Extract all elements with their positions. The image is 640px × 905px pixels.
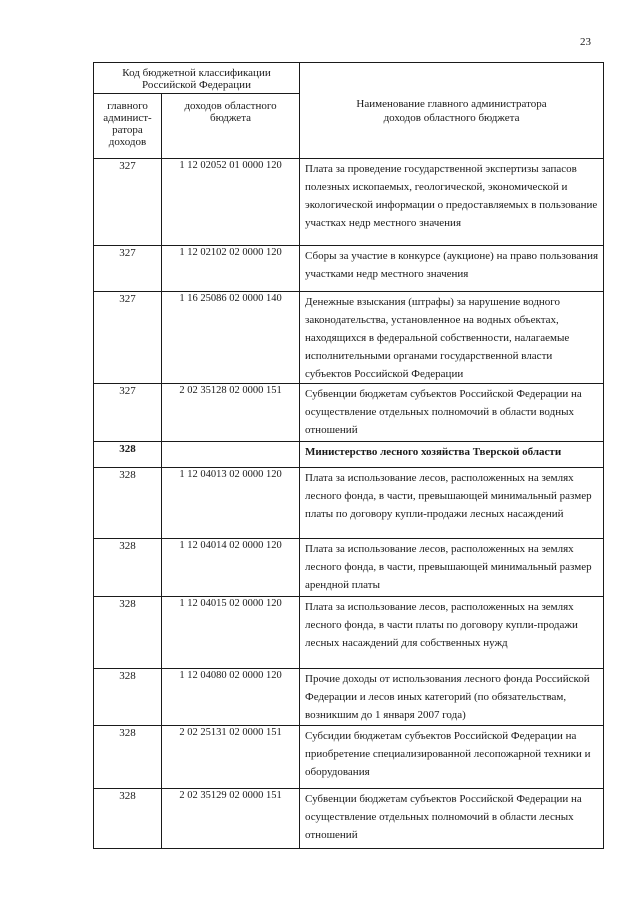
admin-code: 327 <box>94 292 162 384</box>
table-row <box>94 246 604 292</box>
income-name: Плата за использование лесов, расположенных на землях лесного фонда, в части платы по договору купли-продажи лесных насаждений для собственных нужд <box>300 597 604 669</box>
table-row <box>94 669 604 726</box>
income-code: 2 02 35129 02 0000 151 <box>162 789 300 849</box>
income-name: Субвенции бюджетам субъектов Российской Федерации на осуществление отдельных полномочий в области водных отношений <box>300 384 604 442</box>
table-row <box>94 292 604 384</box>
income-code: 2 02 35128 02 0000 151 <box>162 384 300 442</box>
income-name: Плата за использование лесов, расположенных на землях лесного фонда, в части, превышающей минимальный размер арендной платы <box>300 539 604 597</box>
income-name: Субвенции бюджетам субъектов Российской Федерации на осуществление отдельных полномочий в области лесных отношений <box>300 789 604 849</box>
income-code <box>162 442 300 468</box>
table-row <box>94 384 604 442</box>
table-row <box>94 789 604 849</box>
admin-code: 327 <box>94 159 162 246</box>
header-budget-code-group: Код бюджетной классификации Российской Федерации <box>94 63 300 94</box>
admin-code: 328 <box>94 597 162 669</box>
admin-code: 328 <box>94 442 162 468</box>
income-code: 1 12 02102 02 0000 120 <box>162 246 300 292</box>
budget-classification-table <box>93 62 604 849</box>
table-row <box>94 597 604 669</box>
income-code: 1 12 04015 02 0000 120 <box>162 597 300 669</box>
admin-code: 328 <box>94 789 162 849</box>
admin-code: 328 <box>94 669 162 726</box>
header-regional-income: доходов областного бюджета <box>162 94 300 159</box>
admin-code: 328 <box>94 468 162 539</box>
admin-code: 328 <box>94 726 162 789</box>
income-name: Плата за использование лесов, расположенных на землях лесного фонда, в части, превышающей минимальный размер платы по договору купли-продажи лесных насаждений <box>300 468 604 539</box>
income-code: 2 02 25131 02 0000 151 <box>162 726 300 789</box>
income-name: Прочие доходы от использования лесного фонда Российской Федерации и лесов иных категорий (по обязательствам, возникшим до 1 января 2007 года) <box>300 669 604 726</box>
admin-code: 327 <box>94 246 162 292</box>
table-row <box>94 726 604 789</box>
table-row <box>94 468 604 539</box>
table-row-ministry <box>94 442 604 468</box>
page-number: 23 <box>580 36 591 48</box>
income-code: 1 12 02052 01 0000 120 <box>162 159 300 246</box>
income-name: Плата за проведение государственной экспертизы запасов полезных ископаемых, геологической, экономической и экологической информации о предоставляемых в пользование участках недр местного значения <box>300 159 604 246</box>
table-row <box>94 539 604 597</box>
income-name: Сборы за участие в конкурсе (аукционе) на право пользования участками недр местного значения <box>300 246 604 292</box>
income-code: 1 12 04014 02 0000 120 <box>162 539 300 597</box>
ministry-name: Министерство лесного хозяйства Тверской области <box>300 442 604 468</box>
income-code: 1 12 04080 02 0000 120 <box>162 669 300 726</box>
admin-code: 328 <box>94 539 162 597</box>
header-main-administrator: главного админист-ратора доходов <box>94 94 162 159</box>
table-row <box>94 159 604 246</box>
income-code: 1 16 25086 02 0000 140 <box>162 292 300 384</box>
income-code: 1 12 04013 02 0000 120 <box>162 468 300 539</box>
admin-code: 327 <box>94 384 162 442</box>
income-name: Субсидии бюджетам субъектов Российской Федерации на приобретение специализированной лесопожарной техники и оборудования <box>300 726 604 789</box>
income-name: Денежные взыскания (штрафы) за нарушение водного законодательства, установленное на водных объектах, находящихся в федеральной собственности, налагаемые исполнительными органами государственной власти субъектов Российской Федерации <box>300 292 604 384</box>
header-administrator-name: Наименование главного администратора доходов областного бюджета <box>300 63 604 159</box>
